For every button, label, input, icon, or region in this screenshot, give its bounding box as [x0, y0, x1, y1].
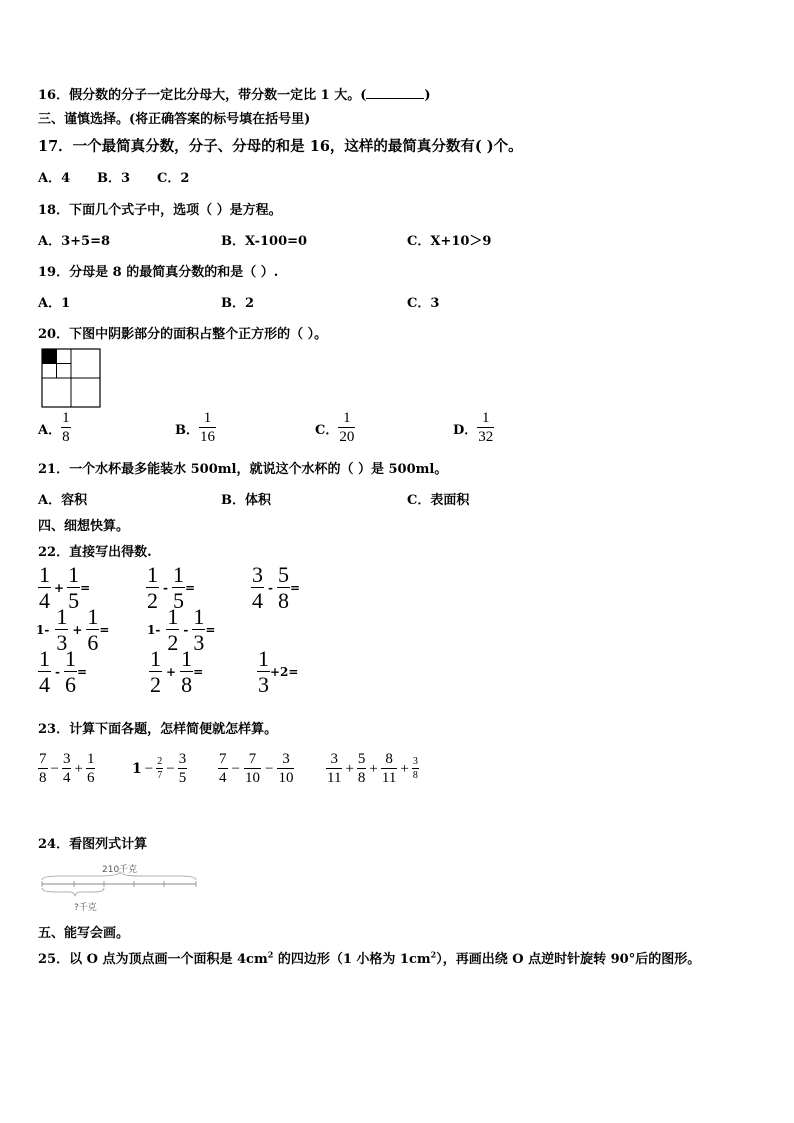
q17-option-b[interactable]: B．3 — [97, 171, 131, 186]
q17-option-c[interactable]: C．2 — [157, 171, 190, 186]
question-19: 19．分母是 8 的最简真分数的和是（ ）. — [38, 265, 279, 280]
square-figure — [41, 348, 103, 410]
expression-4: $\frac{3}{11}$ + $\frac{5}{8}$ + $\frac{8}{11}$ + $\frac{3}{8}$ — [327, 751, 418, 786]
question-21: 21．一个水杯最多能装水 500ml，就说这个水杯的（ ）是 500ml。 — [38, 462, 448, 477]
calc-item: 1- $\frac{1}{2}$ - $\frac{1}{3}$ = — [147, 604, 216, 655]
expression-2: 1 − $\frac{2}{7}$ − $\frac{3}{5}$ — [132, 751, 187, 786]
answer-blank[interactable] — [366, 87, 424, 99]
q21-option-a[interactable]: A．容积 — [38, 493, 88, 508]
q17-option-a[interactable]: A．4 — [38, 171, 71, 186]
q20-option-d[interactable]: D． $\frac{1}{32}$ — [453, 410, 494, 445]
section-5-heading: 五、能写会画。 — [38, 926, 130, 941]
question-16: 16．假分数的分子一定比分母大，带分数一定比 1 大。( ) — [38, 88, 431, 103]
q18-option-a[interactable]: A．3+5=8 — [38, 234, 111, 249]
calc-item: $\frac{3}{4}$ - $\frac{5}{8}$ = — [252, 562, 301, 613]
calc-item: $\frac{1}{2}$ + $\frac{1}{8}$ = — [150, 646, 204, 697]
expression-3: $\frac{7}{4}$ − $\frac{7}{10}$ − $\frac{3}{10}$ — [219, 751, 294, 786]
q20-option-b[interactable]: B． $\frac{1}{16}$ — [175, 410, 215, 445]
q20-option-a[interactable]: A． $\frac{1}{8}$ — [38, 410, 70, 445]
q19-option-c[interactable]: C．3 — [407, 296, 440, 311]
line-diagram — [40, 862, 200, 912]
section-3-heading: 三、谨慎选择。(将正确答案的标号填在括号里) — [38, 112, 311, 127]
calc-item: $\frac{1}{4}$ - $\frac{1}{6}$ = — [39, 646, 88, 697]
question-17: 17．一个最简真分数，分子、分母的和是 16，这样的最简真分数有( )个。 — [38, 138, 523, 155]
top-label: 210千克 — [102, 865, 138, 875]
segment-diagram — [40, 870, 200, 900]
question-18: 18．下面几个式子中，选项（ ）是方程。 — [38, 203, 282, 218]
calc-item: $\frac{1}{2}$ - $\frac{1}{5}$ = — [147, 562, 196, 613]
shaded-cell — [42, 349, 57, 364]
q19-option-b[interactable]: B．2 — [221, 296, 255, 311]
q18-option-b[interactable]: B．X-100=0 — [221, 234, 308, 249]
calc-item: $\frac{1}{3}$ +2= — [258, 646, 299, 697]
question-23: 23．计算下面各题，怎样简便就怎样算。 — [38, 722, 278, 737]
question-24: 24．看图列式计算 — [38, 837, 148, 852]
q20-option-c[interactable]: C． $\frac{1}{20}$ — [315, 410, 355, 445]
q21-option-b[interactable]: B．体积 — [221, 493, 271, 508]
question-20: 20．下图中阴影部分的面积占整个正方形的（ ）。 — [38, 327, 328, 342]
q21-option-c[interactable]: C．表面积 — [407, 493, 470, 508]
calc-item: $\frac{1}{4}$ + $\frac{1}{5}$ = — [39, 562, 91, 613]
q19-option-a[interactable]: A．1 — [38, 296, 71, 311]
question-22: 22．直接写出得数. — [38, 545, 152, 560]
question-25: 25．以 O 点为顶点画一个面积是 $4cm^2$ 的四边形（1 小格为 $1cm^2$），再画出绕 O 点逆时针旋转 90°后的图形。 — [38, 949, 701, 967]
expression-1: $\frac{7}{8}$ − $\frac{3}{4}$ + $\frac{1}{6}$ — [39, 751, 95, 786]
bottom-label: ?千克 — [74, 903, 97, 913]
q18-option-c[interactable]: C．X+10＞9 — [407, 234, 492, 249]
calc-item: 1- $\frac{1}{3}$ + $\frac{1}{6}$ = — [36, 604, 110, 655]
section-4-heading: 四、细想快算。 — [38, 519, 130, 534]
